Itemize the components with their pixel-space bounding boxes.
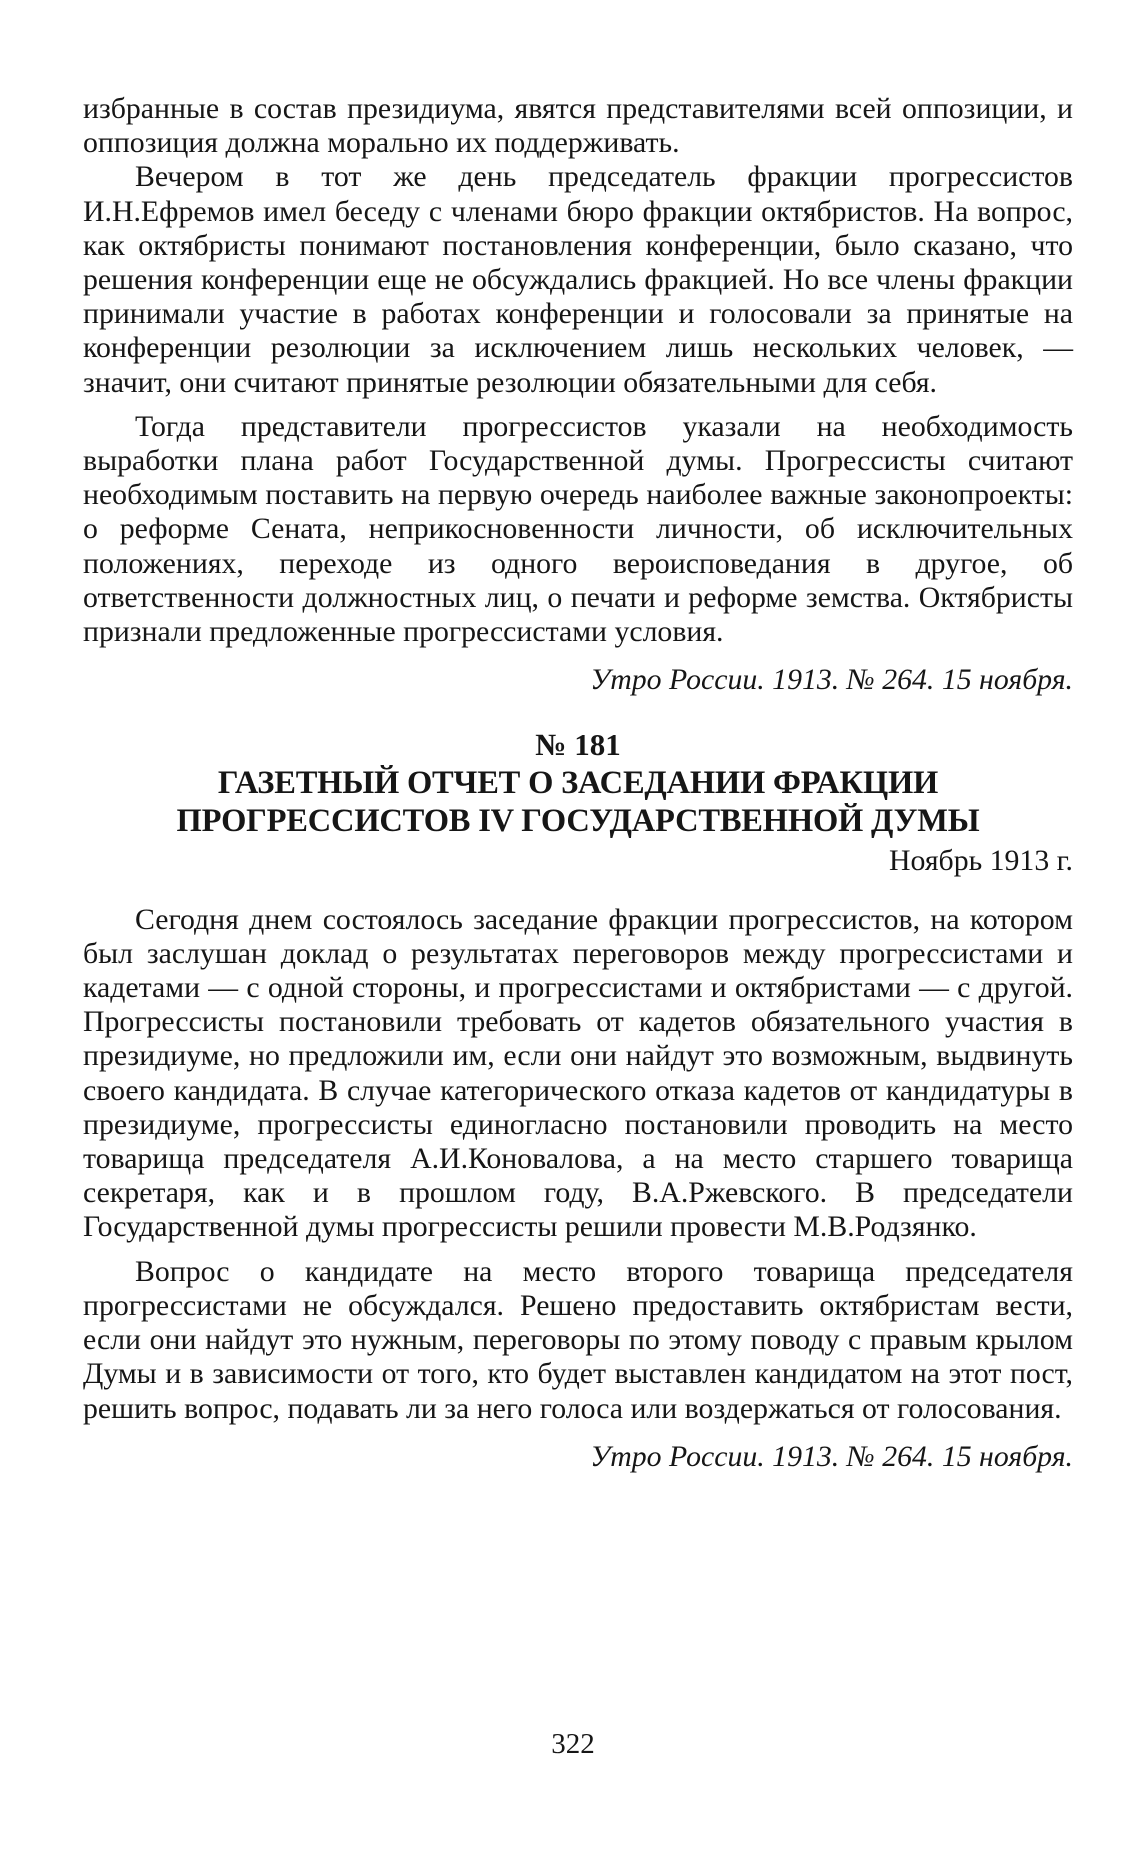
page-body (83, 92, 1073, 1474)
document-number: № 181 (535, 727, 621, 763)
paragraph: Сегодня днем состоялось заседание фракции прогрессистов, на котором был заслушан доклад о результатах переговоров между прогрессистами и кадетами — с одной стороны, и прогрессистами и октябристами — с другой. Прогрессисты постановили требовать от кадетов обязательного участия в президиуме, но предложили им, если они найдут это возможным, выдвинуть своего кандидата. В случае категорического отказа кадетов от кандидатуры в президиуме, прогрессисты единогласно постановили проводить на место товарища председателя А.И.Коновалова, а на место старшего товарища секретаря, как и в прошлом году, В.А.Ржевского. В председатели Государственной думы прогрессисты решили провести М.В.Родзянко. (83, 902, 1073, 1244)
paragraph: Вопрос о кандидате на место второго товарища председателя прогрессистами не обсуждался. Решено предоставить октябристам вести, если они найдут это нужным, переговоры по этому поводу с правым крылом Думы и в зависимости от того, кто будет выставлен кандидатом на этот пост, решить вопрос, подавать ли за него голоса или воздержаться от голосования. (83, 1254, 1073, 1425)
source-citation: Утро России. 1913. № 264. 15 ноября. (590, 663, 1073, 697)
document-title-line2: ПРОГРЕССИСТОВ IV ГОСУДАРСТВЕННОЙ ДУМЫ (176, 802, 980, 839)
source-citation: Утро России. 1913. № 264. 15 ноября. (590, 1439, 1073, 1473)
page-number: 322 (551, 1728, 595, 1760)
document-title-line1: ГАЗЕТНЫЙ ОТЧЕТ О ЗАСЕДАНИИ ФРАКЦИИ (217, 765, 939, 802)
paragraph: Вечером в тот же день председатель фракции прогрессистов И.Н.Ефремов имел беседу с членами бюро фракции октябристов. На вопрос, как октябристы понимают постановления конференции, было сказано, что решения конференции еще не обсуждались фракцией. Но все члены фракции принимали участие в работах конференции и голосовали за принятые на конференции резолюции за исключением лишь нескольких человек, — значит, они считают принятые резолюции обязательными для себя. (83, 160, 1073, 399)
paragraph-continued: избранные в состав президиума, явятся представителями всей оппозиции, и оппозиция должна морально их поддерживать. (83, 92, 1073, 160)
document-date: Ноябрь 1913 г. (888, 844, 1073, 878)
paragraph: Тогда представители прогрессистов указали на необходимость выработки плана работ Государственной думы. Прогрессисты считают необходимым поставить на первую очередь наиболее важные законопроекты: о реформе Сената, неприкосновенности личности, об исключительных положениях, переходе из одного вероисповедания в другое, об ответственности должностных лиц, о печати и реформе земства. Октябристы признали предложенные прогрессистами условия. (83, 409, 1073, 649)
